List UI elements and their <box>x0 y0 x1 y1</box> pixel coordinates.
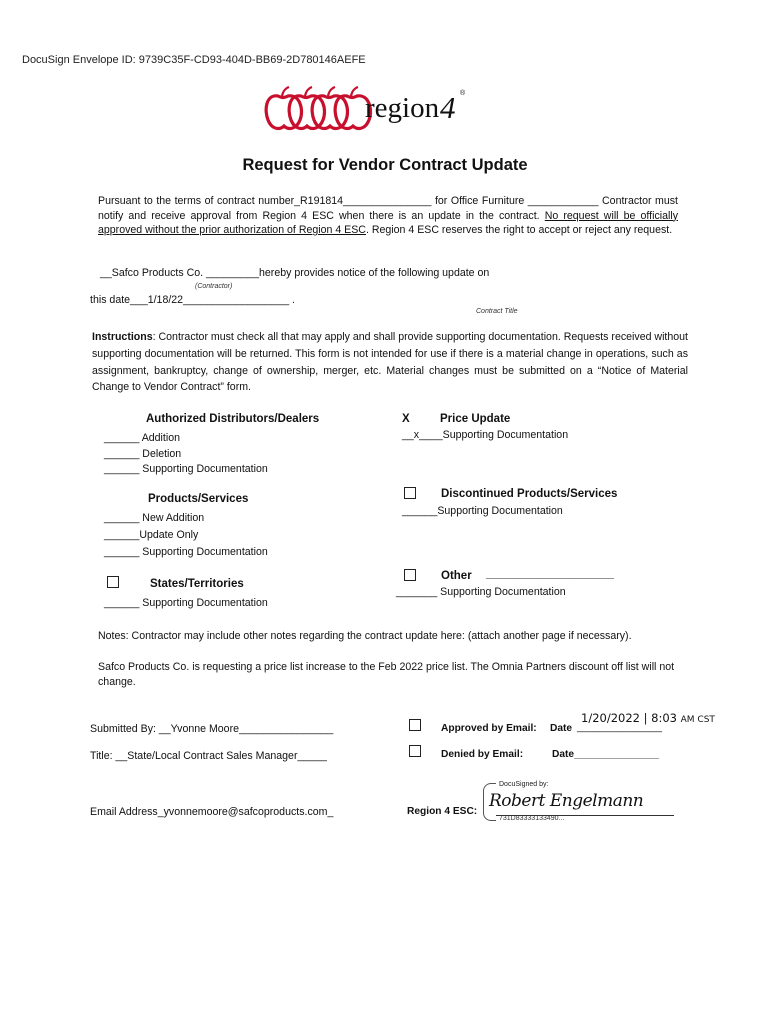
date-line: this date___1/18/22__________________ . <box>90 294 296 306</box>
logo-numeral: 4 <box>440 90 456 125</box>
instructions-text: : Contractor must check all that may apply and shall provide supporting documentation. Requests received without supporting documentation will be returned. This form is not intended for use if there is a material change in operations, such as assignment, bankruptcy, change of ownership, merger, etc. Material changes must be submitted on a “Notice of Material Change to Vendor Contract” form. <box>92 331 688 394</box>
other-heading: Other <box>441 570 472 582</box>
approved-timestamp-value: 1/20/2022 | 8:03 <box>581 711 677 725</box>
logo-text: region <box>365 92 440 124</box>
discontinued-supporting-doc: ______Supporting Documentation <box>402 505 563 517</box>
other-blank: ____________________ <box>486 568 614 580</box>
intro-text-1: Pursuant to the terms of contract number_R191814_______________ for Office Furniture ____________ Contractor must notify and receive approval from Region 4 ESC when there is an update in the contract. <box>98 195 678 222</box>
approved-date-label: Date <box>550 723 573 734</box>
intro-underlined-text: No request will be officially approved without the prior authorization of Region 4 ESC <box>98 209 678 236</box>
approved-date-blank: _______________ <box>577 722 662 733</box>
other-supporting-doc: _______ Supporting Documentation <box>396 586 566 598</box>
distributors-addition: ______ Addition <box>104 432 180 444</box>
other-checkbox[interactable] <box>404 569 416 581</box>
approved-by-email-label: Approved by Email: <box>441 723 537 734</box>
states-heading: States/Territories <box>150 578 244 590</box>
signature-id: 731D83333133490... <box>499 815 565 822</box>
contractor-label: (Contractor) <box>195 283 233 290</box>
denied-by-email-label: Denied by Email: <box>441 749 524 760</box>
intro-text-2: . Region 4 ESC reserves the right to accept or reject any request. <box>365 224 673 236</box>
products-supporting-doc: ______ Supporting Documentation <box>104 546 268 558</box>
region4-esc-label: Region 4 ESC: <box>407 806 478 817</box>
products-heading: Products/Services <box>148 493 249 505</box>
discontinued-heading: Discontinued Products/Services <box>441 488 618 500</box>
instructions-paragraph <box>92 329 688 396</box>
states-checkbox[interactable] <box>107 576 119 588</box>
signature: Robert Engelmann <box>489 791 644 811</box>
price-update-supporting-doc: __x____Supporting Documentation <box>402 429 569 441</box>
price-update-mark: X <box>402 413 410 425</box>
states-supporting-doc: ______ Supporting Documentation <box>104 597 268 609</box>
price-update-heading: Price Update <box>440 413 511 425</box>
denied-checkbox[interactable] <box>409 745 421 757</box>
page-title: Request for Vendor Contract Update <box>242 156 528 174</box>
products-update-only: ______Update Only <box>104 529 199 541</box>
docusign-envelope-id: DocuSign Envelope ID: 9739C35F-CD93-404D-BB69-2D780146AEFE <box>22 54 366 66</box>
logo-registered-mark: ® <box>460 90 466 97</box>
email-address: Email Address_yvonnemoore@safcoproducts.com_ <box>90 806 334 818</box>
distributors-heading: Authorized Distributors/Dealers <box>146 413 320 425</box>
approved-timestamp-suffix: AM CST <box>680 715 715 725</box>
region4-logo <box>262 84 472 136</box>
contract-title-label: Contract Title <box>476 308 518 315</box>
distributors-supporting-doc: ______ Supporting Documentation <box>104 463 268 475</box>
notes-text: Safco Products Co. is requesting a price list increase to the Feb 2022 price list. The Omnia Partners discount off list will not change. <box>98 661 675 688</box>
instructions-label: Instructions <box>92 331 153 343</box>
products-new-addition: ______ New Addition <box>104 512 205 524</box>
submitter-title: Title: __State/Local Contract Sales Manager_____ <box>90 750 327 762</box>
notes-label: Notes: Contractor may include other notes regarding the contract update here: (attach another page if necessary). <box>98 630 632 642</box>
contractor-line: __Safco Products Co. _________hereby provides notice of the following update on <box>100 267 490 279</box>
submitted-by: Submitted By: __Yvonne Moore________________ <box>90 723 334 735</box>
intro-paragraph <box>98 194 678 238</box>
docusigned-by-label: DocuSigned by: <box>499 781 549 788</box>
denied-date: Date_______________ <box>552 749 660 760</box>
approved-checkbox[interactable] <box>409 719 421 731</box>
discontinued-checkbox[interactable] <box>404 487 416 499</box>
distributors-deletion: ______ Deletion <box>104 448 182 460</box>
